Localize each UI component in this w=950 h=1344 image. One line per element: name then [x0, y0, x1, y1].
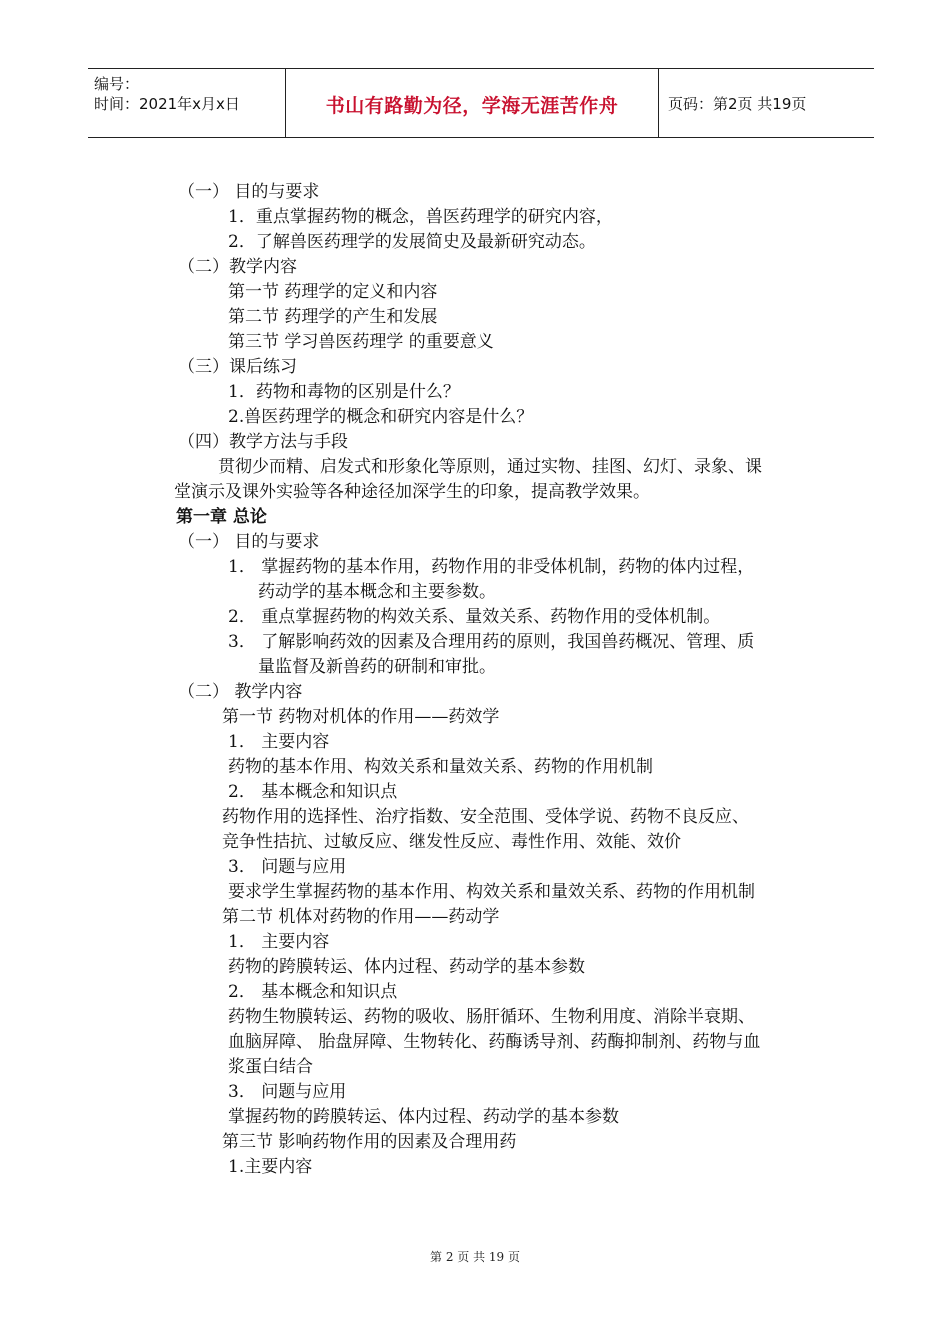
- paragraph-line: 血脑屏障、 胎盘屏障、生物转化、药酶诱导剂、药酶抑制剂、药物与血: [228, 1032, 761, 1052]
- page-footer-number: 第 2 页 共 19 页: [430, 1250, 520, 1264]
- paragraph-line: 浆蛋白结合: [228, 1057, 313, 1077]
- list-item: 2．了解兽医药理学的发展简史及最新研究动态。: [228, 232, 596, 252]
- paragraph-line: 贯彻少而精、启发式和形象化等原则，通过实物、挂图、幻灯、录象、课: [218, 457, 762, 477]
- list-item: 2.兽医药理学的概念和研究内容是什么？: [228, 407, 534, 427]
- list-item: 3． 了解影响药效的因素及合理用药的原则，我国兽药概况、管理、质: [228, 632, 755, 652]
- list-item-continuation: 量监督及新兽药的研制和审批。: [258, 657, 496, 677]
- header-page-cell: [658, 69, 874, 137]
- list-item: 2． 基本概念和知识点: [228, 982, 398, 1002]
- paragraph-line: 药物作用的选择性、治疗指数、安全范围、受体学说、药物不良反应、: [222, 807, 749, 827]
- section-heading: （二）教学内容: [178, 257, 297, 277]
- paragraph-line: 竞争性拮抗、过敏反应、继发性反应、毒性作用、效能、效价: [222, 832, 681, 852]
- section-heading: （三）课后练习: [178, 357, 297, 377]
- section-heading: （一） 目的与要求: [178, 182, 320, 202]
- paragraph-line: 药物生物膜转运、药物的吸收、肠肝循环、生物利用度、消除半衰期、: [228, 1007, 755, 1027]
- list-item: 1.主要内容: [228, 1157, 313, 1177]
- chapter-title: 第一章 总论: [176, 507, 267, 527]
- section-heading: （四）教学方法与手段: [178, 432, 348, 452]
- list-item: 3． 问题与应用: [228, 1082, 347, 1102]
- subsection-heading: 第三节 影响药物作用的因素及合理用药: [222, 1132, 517, 1152]
- list-item: 2． 重点掌握药物的构效关系、量效关系、药物作用的受体机制。: [228, 607, 721, 627]
- page-header: [88, 68, 874, 138]
- list-item: 第三节 学习兽医药理学 的重要意义: [228, 332, 494, 352]
- list-item: 1．药物和毒物的区别是什么？: [228, 382, 460, 402]
- paragraph-line: 药物的跨膜转运、体内过程、药动学的基本参数: [228, 957, 585, 977]
- document-time-label: 时间：2021年x月x日: [94, 95, 240, 113]
- section-heading: （二） 教学内容: [178, 682, 303, 702]
- paragraph-line: 要求学生掌握药物的基本作用、构效关系和量效关系、药物的作用机制: [228, 882, 755, 902]
- list-item: 1． 掌握药物的基本作用，药物作用的非受体机制，药物的体内过程，: [228, 557, 755, 577]
- list-item: 1．重点掌握药物的概念，兽医药理学的研究内容，: [228, 207, 613, 227]
- section-heading: （一） 目的与要求: [178, 532, 320, 552]
- paragraph-line: 掌握药物的跨膜转运、体内过程、药动学的基本参数: [228, 1107, 619, 1127]
- paragraph-line: 药物的基本作用、构效关系和量效关系、药物的作用机制: [228, 757, 653, 777]
- subsection-heading: 第一节 药物对机体的作用——药效学: [222, 707, 500, 727]
- header-meta-cell: [88, 69, 284, 137]
- header-page-number: 页码：第2页 共19页: [668, 95, 807, 113]
- list-item: 2． 基本概念和知识点: [228, 782, 398, 802]
- list-item: 第二节 药理学的产生和发展: [228, 307, 438, 327]
- subsection-heading: 第二节 机体对药物的作用——药动学: [222, 907, 500, 927]
- paragraph-line: 堂演示及课外实验等各种途径加深学生的印象，提高教学效果。: [174, 482, 650, 502]
- document-number-label: 编号：: [94, 75, 140, 93]
- list-item: 1． 主要内容: [228, 732, 330, 752]
- header-motto-cell: [285, 69, 659, 137]
- list-item: 第一节 药理学的定义和内容: [228, 282, 438, 302]
- list-item: 3． 问题与应用: [228, 857, 347, 877]
- header-motto: 书山有路勤为径，学海无涯苦作舟: [325, 95, 619, 117]
- list-item: 1． 主要内容: [228, 932, 330, 952]
- list-item-continuation: 药动学的基本概念和主要参数。: [258, 582, 496, 602]
